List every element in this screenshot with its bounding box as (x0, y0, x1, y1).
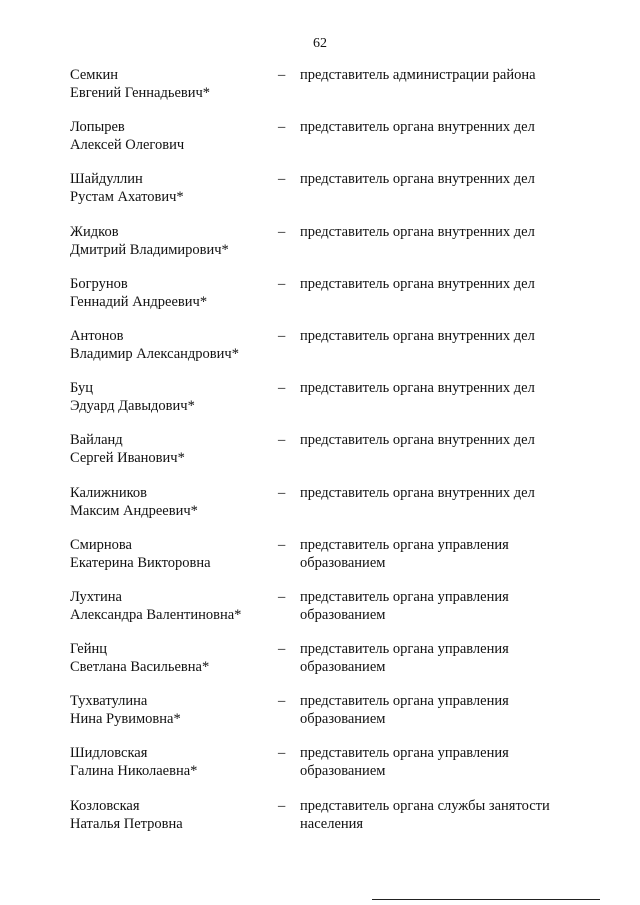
member-name (70, 692, 270, 728)
member-surname: Козловская (70, 797, 140, 814)
dash-separator: – (278, 432, 286, 449)
role-line-1: представитель органа внутренних дел (300, 171, 535, 188)
role-line-1: представитель администрации района (300, 67, 536, 83)
dash-separator: – (278, 641, 286, 658)
role-line-1: представитель органа управления (300, 588, 509, 605)
member-entry (0, 588, 640, 640)
member-entry (0, 692, 640, 744)
member-surname: Смирнова (70, 536, 132, 553)
member-role (300, 536, 580, 572)
role-line-1: представитель органа внутренних дел (300, 484, 535, 501)
member-surname: Тухватулина (70, 693, 148, 710)
member-given-names: Александра Валентиновна* (70, 606, 242, 623)
role-line-1: представитель органа внутренних дел (300, 119, 535, 136)
member-given-names: Алексей Олегович (70, 137, 185, 154)
member-surname: Лухтина (70, 588, 122, 605)
role-line-1: представитель органа внутренних дел (300, 380, 535, 397)
member-role (300, 223, 580, 241)
member-given-names: Владимир Александрович* (70, 345, 239, 362)
member-given-names: Светлана Васильевна* (70, 659, 210, 676)
member-given-names: Наталья Петровна (70, 815, 183, 832)
role-line-2: образованием (300, 763, 386, 780)
member-role (300, 692, 580, 728)
member-role (300, 170, 580, 188)
member-role (300, 640, 580, 676)
dash-separator: – (278, 797, 286, 814)
dash-separator: – (278, 275, 286, 292)
member-given-names: Рустам Ахатович* (70, 189, 184, 206)
member-given-names: Нина Рувимовна* (70, 711, 181, 728)
role-line-1: представитель органа внутренних дел (300, 223, 535, 240)
member-role (300, 66, 580, 84)
dash-separator: – (278, 171, 286, 188)
member-entry (0, 170, 640, 222)
member-entry (0, 536, 640, 588)
member-name (70, 431, 270, 467)
role-line-2: образованием (300, 711, 386, 728)
member-given-names: Максим Андреевич* (70, 502, 198, 519)
role-line-2: населения (300, 815, 364, 832)
member-surname: Буц (70, 380, 93, 397)
member-surname: Антонов (70, 327, 124, 344)
member-entry (0, 379, 640, 431)
member-surname: Лопырев (70, 119, 125, 136)
role-line-1: представитель органа внутренних дел (300, 327, 535, 344)
member-name (70, 640, 270, 676)
member-surname: Богрунов (70, 275, 128, 292)
member-given-names: Галина Николаевна* (70, 763, 198, 780)
member-entry (0, 431, 640, 483)
member-name (70, 170, 270, 206)
member-surname: Гейнц (70, 641, 107, 658)
member-surname: Калижников (70, 484, 147, 501)
member-entry (0, 640, 640, 692)
member-entry (0, 797, 640, 849)
member-given-names: Сергей Иванович* (70, 450, 185, 467)
member-surname: Шайдуллин (70, 171, 143, 188)
dash-separator: – (278, 536, 286, 553)
footer-divider (372, 899, 600, 900)
page-number: 62 (313, 36, 327, 51)
member-surname: Шидловская (70, 745, 148, 762)
role-line-1: представитель органа управления (300, 745, 509, 762)
member-role (300, 588, 580, 624)
role-line-1: представитель органа управления (300, 641, 509, 658)
member-surname: Семкин (70, 67, 119, 83)
member-role (300, 744, 580, 780)
role-line-1: представитель органа управления (300, 536, 509, 553)
role-line-2: образованием (300, 659, 386, 676)
dash-separator: – (278, 119, 286, 136)
dash-separator: – (278, 588, 286, 605)
dash-separator: – (278, 380, 286, 397)
member-entry (0, 223, 640, 275)
member-given-names: Екатерина Викторовна (70, 554, 211, 571)
member-name (70, 379, 270, 415)
member-role (300, 118, 580, 136)
member-name (70, 797, 270, 833)
member-role (300, 431, 580, 449)
dash-separator: – (278, 745, 286, 762)
member-role (300, 275, 580, 293)
member-name (70, 66, 270, 102)
member-given-names: Евгений Геннадьевич* (70, 85, 211, 101)
member-name (70, 223, 270, 259)
member-name (70, 536, 270, 572)
role-line-2: образованием (300, 554, 386, 571)
member-name (70, 744, 270, 780)
member-entry (0, 118, 640, 170)
member-name (70, 327, 270, 363)
member-entry (0, 744, 640, 796)
member-entry (0, 484, 640, 536)
member-list (0, 66, 640, 849)
member-role (300, 379, 580, 397)
dash-separator: – (278, 693, 286, 710)
role-line-1: представитель органа службы занятости (300, 797, 550, 814)
dash-separator: – (278, 327, 286, 344)
member-given-names: Дмитрий Владимирович* (70, 241, 229, 258)
role-line-2: образованием (300, 606, 386, 623)
member-role (300, 797, 580, 833)
member-role (300, 327, 580, 345)
member-entry (0, 275, 640, 327)
member-entry (0, 327, 640, 379)
member-name (70, 275, 270, 311)
member-name (70, 118, 270, 154)
member-given-names: Геннадий Андреевич* (70, 293, 208, 310)
role-line-1: представитель органа внутренних дел (300, 432, 535, 449)
member-surname: Вайланд (70, 432, 123, 449)
role-line-1: представитель органа внутренних дел (300, 275, 535, 292)
dash-separator: – (278, 223, 286, 240)
member-name (70, 484, 270, 520)
dash-separator: – (278, 67, 286, 83)
member-role (300, 484, 580, 502)
member-given-names: Эдуард Давыдович* (70, 398, 195, 415)
member-name (70, 588, 270, 624)
member-entry (0, 66, 640, 118)
role-line-1: представитель органа управления (300, 693, 509, 710)
member-surname: Жидков (70, 223, 119, 240)
dash-separator: – (278, 484, 286, 501)
